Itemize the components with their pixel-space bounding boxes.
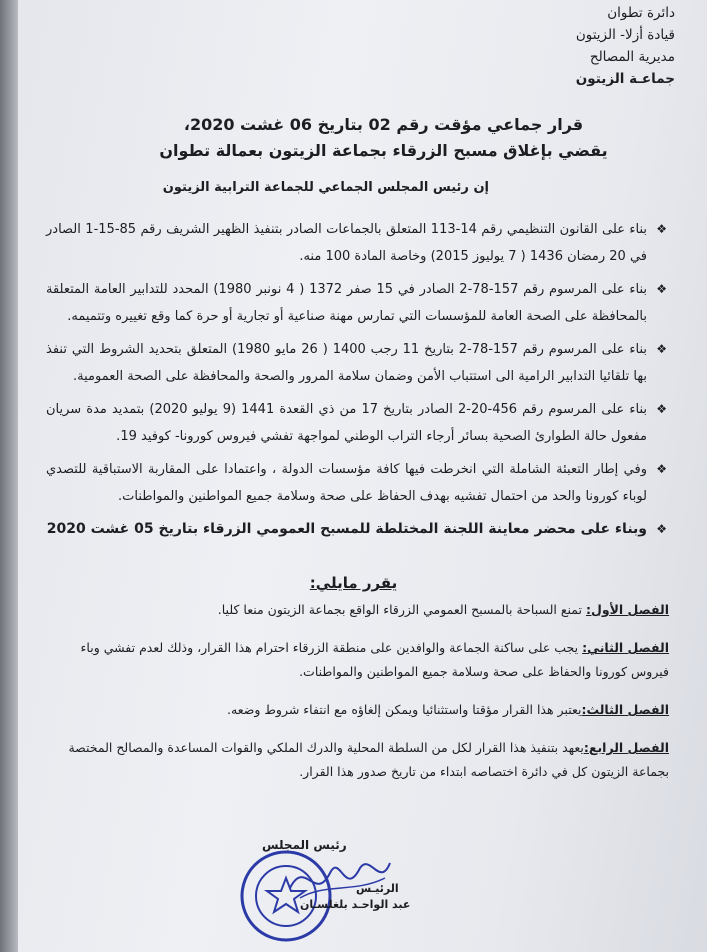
- page-edge-shadow: [0, 0, 18, 952]
- title-line-2: يقضي بإغلاق مسبح الزرقاء بجماعة الزيتون بعمالة تطوان: [159, 141, 608, 160]
- letterhead: [505, 2, 675, 90]
- list-item: [46, 216, 667, 270]
- signature-title: رئيس المجلس: [262, 838, 347, 852]
- list-item-text: بناء على المرسوم رقم 456-20-2 الصادر بتاريخ 17 من ذي القعدة 1441 (9 يوليو 2020) بتمديد مدة سريان مفعول حالة الطوارئ الصحية بسائر أرجاء التراب الوطني لمواجهة تفشي فيروس كورونا- كوفيد 19.: [46, 402, 647, 444]
- chapter-2: [40, 636, 669, 684]
- list-item: [46, 516, 667, 543]
- list-item: [46, 396, 667, 450]
- letterhead-line-1: دائرة تطوان: [607, 5, 675, 21]
- letterhead-line-3: مديرية المصالح: [589, 49, 675, 65]
- decision-heading: يقرر مايلي:: [309, 574, 398, 592]
- considerations-list: [46, 216, 667, 549]
- chapter-label: الفصل الرابع:: [583, 740, 669, 755]
- chapter-text: يعهد بتنفيذ هذا القرار لكل من السلطة المحلية والدرك الملكي والقوات المساعدة والمصالح المختصة بجماعة الزيتون كل في دائرة اختصاصه ابتداء من تاريخ صدور هذا القرار.: [68, 740, 669, 779]
- diamond-bullet-icon: ❖: [656, 342, 667, 356]
- chapter-text: يجب على ساكنة الجماعة والوافدين على منطقة الزرقاء احترام هذا القرار، وذلك لعدم تفشي وباء فيروس كورونا والحفاظ على صحة وسلامة جميع المواطنين والمواطنات.: [80, 640, 669, 679]
- chapter-4: [40, 736, 669, 784]
- diamond-bullet-icon: ❖: [656, 402, 667, 416]
- diamond-bullet-icon: ❖: [656, 522, 667, 536]
- list-item-text: بناء على المرسوم رقم 157-78-2 بتاريخ 11 رجب 1400 ( 26 مايو 1980) المتعلق بتحديد الشروط التي تنفذ بها تلقائيا التدابير الرامية الى استتباب الأمن وضمان سلامة المرور والصحة والمحافظة على الصحة العمومية.: [46, 342, 648, 384]
- list-item-text: بناء على المرسوم رقم 157-78-2 الصادر في 15 صفر 1372 ( 4 نونبر 1980) المحدد للتدابير العامة المتعلقة بالمحافظة على الصحة العامة للمؤسسات التي تمارس مهنة صناعية أو تجارية أو حرة كما وقع تغييره وتتميمه.: [46, 282, 648, 324]
- diamond-bullet-icon: ❖: [656, 222, 667, 236]
- document-title: [100, 112, 667, 164]
- chapter-label: الفصل الثاني:: [582, 640, 669, 655]
- list-item: [46, 336, 667, 390]
- letterhead-line-4: جماعـة الزيتون: [575, 71, 675, 87]
- president-name: عبد الواحـد بلغلسـان: [300, 898, 411, 911]
- diamond-bullet-icon: ❖: [656, 462, 667, 476]
- list-item: [46, 276, 667, 330]
- list-item: [46, 456, 667, 510]
- president-label: الرئيـس: [356, 882, 399, 895]
- letterhead-line-2: قيادة أزلا- الزيتون: [575, 27, 675, 43]
- chapter-text: تمنع السباحة بالمسبح العمومي الزرقاء الواقع بجماعة الزيتون منعا كليا.: [217, 602, 586, 617]
- diamond-bullet-icon: ❖: [656, 282, 667, 296]
- chapter-text: يعتبر هذا القرار مؤقتا واستثنائيا ويمكن إلغاؤه مع انتفاء شروط وضعه.: [227, 702, 582, 717]
- chapter-3: [40, 698, 669, 722]
- list-item-text: وفي إطار التعبئة الشاملة التي انخرطت فيها كافة مؤسسات الدولة ، واعتمادا على المقاربة الاستباقية للتصدي لوباء كورونا والحد من احتمال تفشيه بهدف الحفاظ على صحة وسلامة جميع المواطنين والمواطنات.: [46, 462, 647, 504]
- list-item-text: وبناء على محضر معاينة اللجنة المختلطة للمسبح العمومي الزرقاء بتاريخ 05 غشت 2020: [46, 521, 647, 537]
- title-line-1: قرار جماعي مؤقت رقم 02 بتاريخ 06 غشت 2020،: [183, 115, 584, 134]
- chapters-list: [40, 598, 669, 798]
- list-item-text: بناء على القانون التنظيمي رقم 14-113 المتعلق بالجماعات الصادر بتنفيذ الظهير الشريف رقم 85-15-1 الصادر في 20 رمضان 1436 ( 7 يوليوز 2015) وخاصة المادة 100 منه.: [46, 222, 647, 264]
- chapter-label: الفصل الثالث:: [581, 702, 669, 717]
- intro-line: إن رئيس المجلس الجماعي للجماعة الترابية الزيتون: [162, 180, 489, 195]
- chapter-1: [40, 598, 669, 622]
- chapter-label: الفصل الأول:: [585, 602, 669, 617]
